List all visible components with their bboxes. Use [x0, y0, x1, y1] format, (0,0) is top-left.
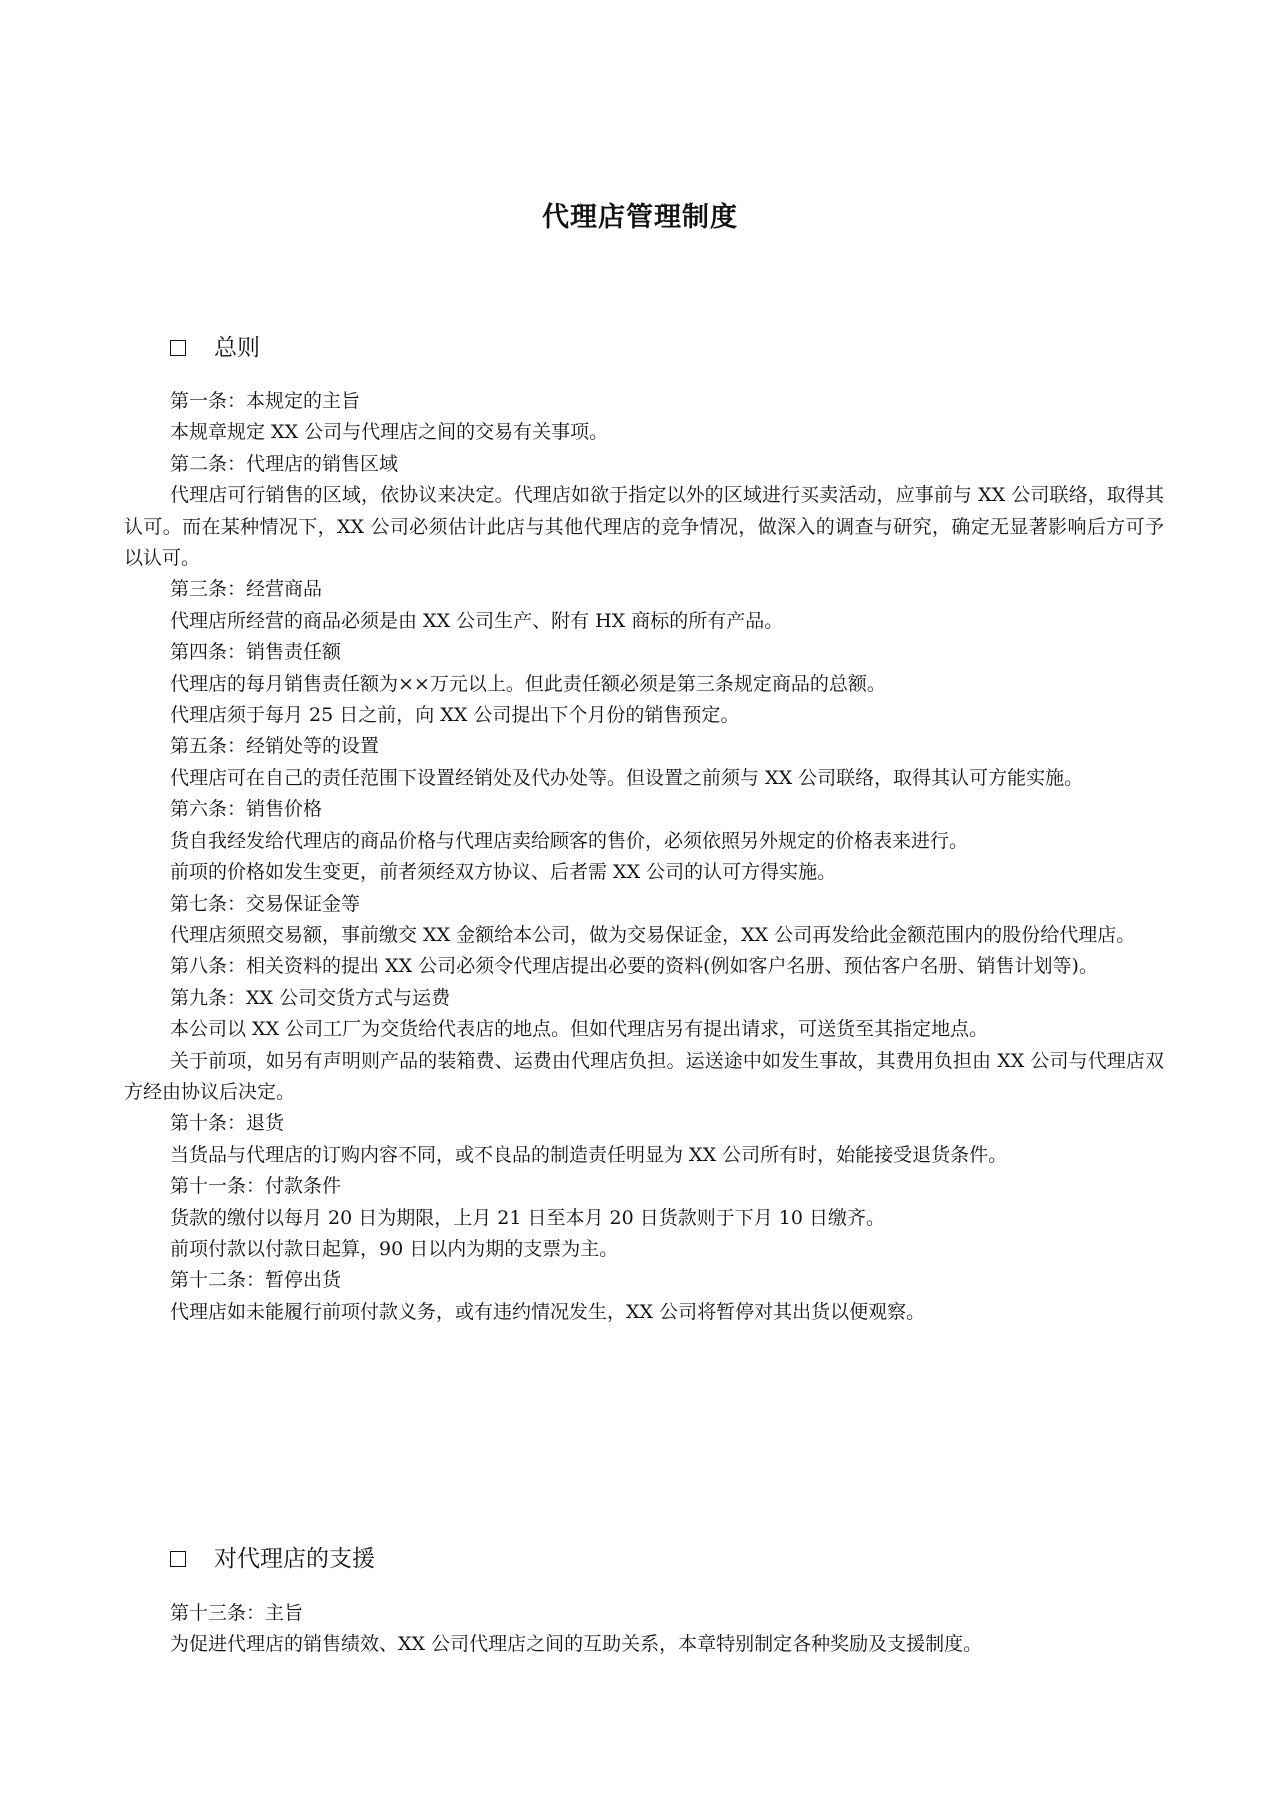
checkbox-icon [170, 340, 186, 356]
section-heading-general [170, 331, 260, 365]
section-body-support [124, 1598, 1164, 1661]
article-heading: 第十二条：暂停出货 [170, 1269, 342, 1292]
section-heading-label: 总则 [214, 335, 260, 361]
article-text: 代理店可行销售的区域，依协议来决定。代理店如欲于指定以外的区域进行买卖活动，应事前与 XX 公司联络，取得其认可。而在某种情况下，XX 公司必须估计此店与其他代理店的竞争情况，做深入的调查与研究，确定无显著影响后方可予以认可。 [124, 484, 1164, 570]
article-heading: 第十三条：主旨 [170, 1602, 304, 1624]
section-body-general [124, 386, 1164, 1328]
article-text: 代理店可在自己的责任范围下设置经销处及代办处等。但设置之前须与 XX 公司联络，取得其认可方能实施。 [170, 766, 1084, 789]
article-text: 代理店须于每月 25 日之前，向 XX 公司提出下个月份的销售预定。 [170, 704, 740, 727]
article-heading: 第三条：经营商品 [170, 578, 323, 601]
article-heading: 第二条：代理店的销售区域 [170, 452, 399, 475]
article-heading: 第十一条：付款条件 [170, 1175, 342, 1198]
article-heading: 第四条：销售责任额 [170, 641, 342, 664]
article-text: 第八条：相关资料的提出 XX 公司必须令代理店提出必要的资料(例如客户名册、预估客户名册、销售计划等)。 [170, 955, 1098, 978]
article-text: 当货品与代理店的订购内容不同，或不良品的制造责任明显为 XX 公司所有时，始能接受退货条件。 [170, 1143, 1008, 1166]
article-text: 关于前项，如另有声明则产品的装箱费、运费由代理店负担。运送途中如发生事故，其费用负担由 XX 公司与代理店双方经由协议后决定。 [124, 1049, 1164, 1103]
section-heading-label: 对代理店的支援 [214, 1546, 375, 1572]
article-text: 前项付款以付款日起算，90 日以内为期的支票为主。 [170, 1237, 619, 1260]
article-text: 本规章规定 XX 公司与代理店之间的交易有关事项。 [170, 421, 609, 444]
article-text: 货款的缴付以每月 20 日为期限，上月 21 日至本月 20 日货款则于下月 10 日缴齐。 [170, 1206, 886, 1229]
article-text: 本公司以 XX 公司工厂为交货给代表店的地点。但如代理店另有提出请求，可送货至其指定地点。 [170, 1018, 989, 1041]
article-text: 代理店的每月销售责任额为××万元以上。但此责任额必须是第三条规定商品的总额。 [170, 672, 886, 695]
article-heading: 第七条：交易保证金等 [170, 892, 361, 915]
article-text: 代理店如未能履行前项付款义务，或有违约情况发生，XX 公司将暂停对其出货以便观察。 [170, 1300, 926, 1323]
section-heading-support [170, 1542, 375, 1576]
article-text: 货自我经发给代理店的商品价格与代理店卖给顾客的售价，必须依照另外规定的价格表来进行。 [170, 829, 969, 852]
article-text: 代理店须照交易额，事前缴交 XX 金额给本公司，做为交易保证金，XX 公司再发给此金额范围内的股份给代理店。 [170, 923, 1136, 946]
article-text: 代理店所经营的商品必须是由 XX 公司生产、附有 HX 商标的所有产品。 [170, 609, 784, 632]
article-heading: 第五条：经销处等的设置 [170, 735, 380, 758]
article-heading: 第九条：XX 公司交货方式与运费 [170, 986, 451, 1009]
article-heading: 第六条：销售价格 [170, 798, 323, 821]
article-text: 为促进代理店的销售绩效、XX 公司代理店之间的互助关系，本章特别制定各种奖励及支援制度。 [170, 1633, 983, 1656]
checkbox-icon [170, 1551, 186, 1567]
document-title: 代理店管理制度 [542, 202, 738, 233]
article-heading: 第一条：本规定的主旨 [170, 390, 361, 412]
article-text: 前项的价格如发生变更，前者须经双方协议、后者需 XX 公司的认可方得实施。 [170, 861, 837, 884]
article-heading: 第十条：退货 [170, 1112, 285, 1135]
